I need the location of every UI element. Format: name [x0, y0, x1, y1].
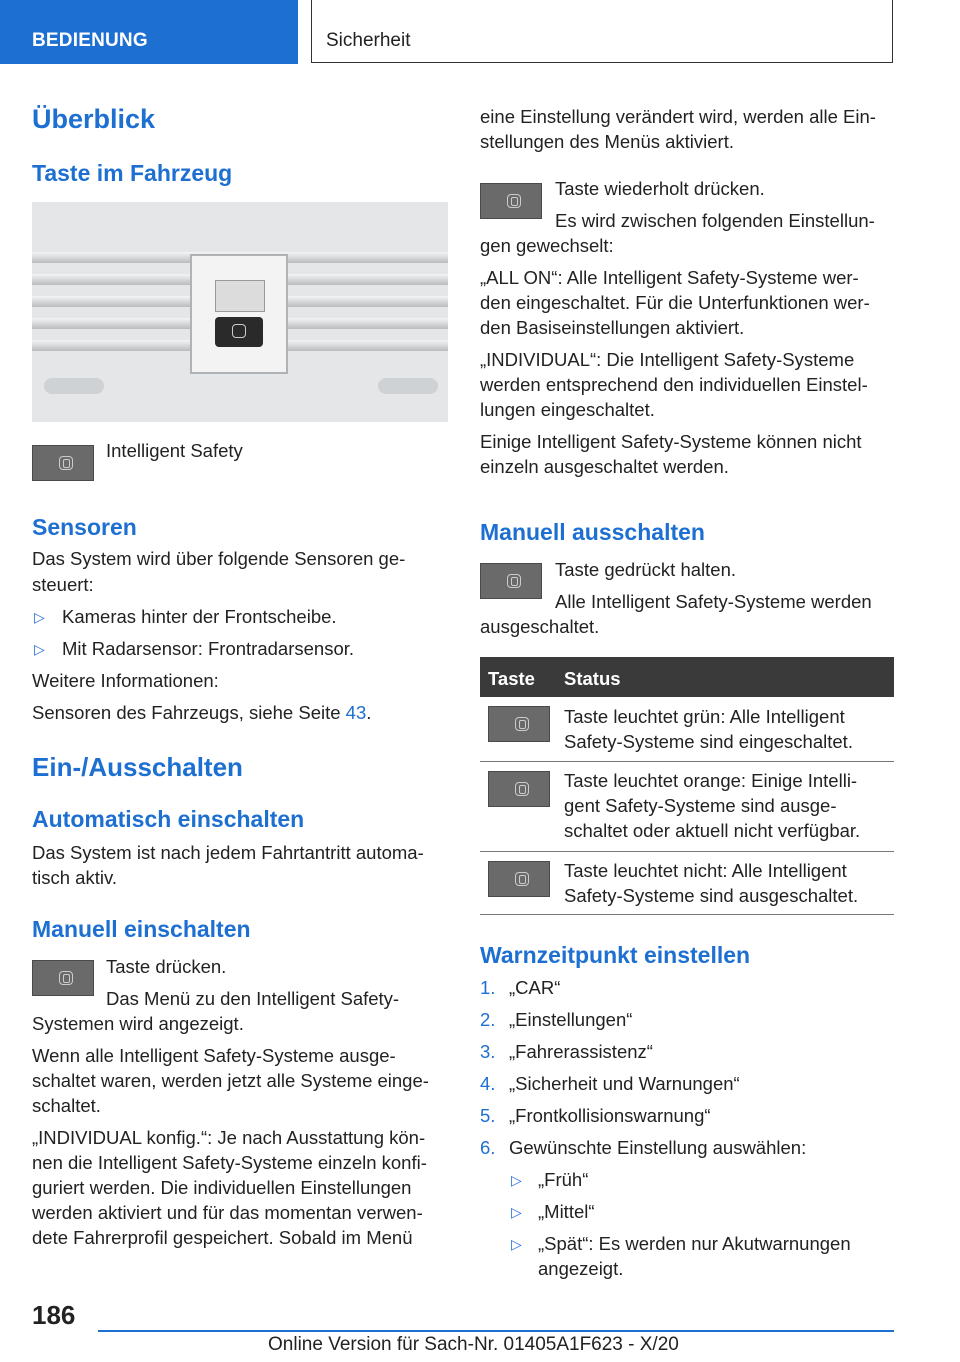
reference-page-link[interactable]: 43 — [345, 702, 367, 723]
some-systems-line1: Einige Intelligent Safety-Systeme können nicht — [480, 431, 862, 452]
status-row2-line1: Taste leuchtet orange: Einige Intelli- — [564, 770, 858, 791]
auto-on-line1: Das System ist nach jedem Fahrtantritt automa- — [32, 842, 424, 863]
all-off-line3: schaltet. — [32, 1095, 101, 1116]
individual-line1: „INDIVIDUAL“: Die Intelligent Safety-Systeme — [480, 349, 855, 370]
step-number: 5. — [480, 1105, 496, 1126]
press-button-text: Taste drücken. — [106, 956, 227, 977]
chapter-box — [311, 0, 893, 63]
step-car: „CAR“ — [509, 977, 561, 998]
button-orange-icon — [488, 771, 550, 807]
sensor-item-camera: Kameras hinter der Frontscheibe. — [62, 606, 337, 627]
footer-rule — [98, 1330, 894, 1332]
status-row1-line1: Taste leuchtet grün: Alle Intelligent — [564, 706, 845, 727]
column-header-taste: Taste — [488, 668, 535, 689]
intelligent-safety-button-icon — [32, 960, 94, 996]
heading-auto-on: Automatisch einschalten — [32, 806, 305, 832]
step-number: 2. — [480, 1009, 496, 1030]
status-row1-line2: Safety-Systeme sind eingeschaltet. — [564, 731, 853, 752]
continued-line1: eine Einstellung verändert wird, werden alle Ein- — [480, 106, 876, 127]
heading-on-off: Ein-/Ausschalten — [32, 752, 243, 782]
status-row2-line2: gent Safety-Systeme sind ausge- — [564, 795, 837, 816]
intelligent-safety-button-icon — [32, 445, 94, 481]
step-number: 6. — [480, 1137, 496, 1158]
vehicle-button-photo — [32, 202, 448, 422]
status-table-header — [480, 657, 894, 697]
step-number: 3. — [480, 1041, 496, 1062]
bullet-triangle-icon: ▷ — [511, 1172, 522, 1188]
reference-end: . — [366, 702, 372, 723]
step-safety-warnings: „Sicherheit und Warnungen“ — [509, 1073, 740, 1094]
table-row-divider — [480, 851, 894, 852]
heading-manual-off: Manuell ausschalten — [480, 519, 705, 545]
individual-config-line5: dete Fahrerprofil gespeichert. Sobald im Menü — [32, 1227, 413, 1248]
all-off-result-line1: Alle Intelligent Safety-Systeme werden — [555, 591, 872, 612]
section-label: BEDIENUNG — [32, 30, 148, 51]
switch-line2: gen gewechselt: — [480, 235, 614, 256]
table-row-divider — [480, 761, 894, 762]
step-number: 1. — [480, 977, 496, 998]
column-header-status: Status — [564, 668, 621, 689]
table-bottom-line — [480, 914, 894, 915]
individual-config-line3: guriert werden. Die individuellen Einstellungen — [32, 1177, 412, 1198]
button-green-icon — [488, 706, 550, 742]
individual-config-line1: „INDIVIDUAL konfig.“: Je nach Ausstattung kön- — [32, 1127, 426, 1148]
bullet-triangle-icon: ▷ — [511, 1204, 522, 1220]
repeat-press-text: Taste wiederholt drücken. — [555, 178, 765, 199]
all-on-line1: „ALL ON“: Alle Intelligent Safety-Systeme wer- — [480, 267, 859, 288]
step-number: 4. — [480, 1073, 496, 1094]
icon-caption: Intelligent Safety — [106, 440, 243, 461]
menu-shown-line2: Systemen wird angezeigt. — [32, 1013, 244, 1034]
status-row3-line1: Taste leuchtet nicht: Alle Intelligent — [564, 860, 847, 881]
heading-button: Taste im Fahrzeug — [32, 160, 233, 186]
continued-line2: stellungen des Menüs aktiviert. — [480, 131, 734, 152]
heading-manual-on: Manuell einschalten — [32, 916, 251, 942]
all-off-line2: schaltet waren, werden jetzt alle Systeme einge- — [32, 1070, 429, 1091]
option-late-line1: „Spät“: Es werden nur Akutwarnungen — [538, 1233, 851, 1254]
auto-on-line2: tisch aktiv. — [32, 867, 117, 888]
heading-warning-time: Warnzeitpunkt einstellen — [480, 942, 751, 968]
option-early: „Früh“ — [538, 1169, 589, 1190]
intelligent-safety-button-icon — [480, 183, 542, 219]
heading-overview: Überblick — [32, 104, 156, 134]
bullet-triangle-icon: ▷ — [34, 641, 45, 657]
option-medium: „Mittel“ — [538, 1201, 595, 1222]
step-front-collision: „Frontkollisionswarnung“ — [509, 1105, 711, 1126]
footer-version: Online Version für Sach-Nr. 01405A1F623 - X/20 — [268, 1334, 679, 1355]
hold-button-text: Taste gedrückt halten. — [555, 559, 736, 580]
all-off-line1: Wenn alle Intelligent Safety-Systeme ausge- — [32, 1045, 396, 1066]
status-row3-line2: Safety-Systeme sind ausgeschaltet. — [564, 885, 859, 906]
page-reference — [32, 700, 371, 726]
individual-config-line2: nen die Intelligent Safety-Systeme einzeln konfi- — [32, 1152, 427, 1173]
sensors-intro-line2: steuert: — [32, 574, 94, 595]
option-late-line2: angezeigt. — [538, 1258, 624, 1279]
sensor-item-radar: Mit Radarsensor: Frontradarsensor. — [62, 638, 355, 659]
bullet-triangle-icon: ▷ — [34, 609, 45, 625]
all-on-line2: den eingeschaltet. Für die Unterfunktionen wer- — [480, 292, 870, 313]
individual-config-line4: werden aktiviert und für das momentan verwen- — [32, 1202, 423, 1223]
page-number: 186 — [32, 1300, 76, 1330]
bullet-triangle-icon: ▷ — [511, 1236, 522, 1252]
more-info-label: Weitere Informationen: — [32, 670, 219, 691]
section-tab — [0, 0, 298, 64]
intelligent-safety-button-icon — [480, 563, 542, 599]
step-settings: „Einstellungen“ — [509, 1009, 633, 1030]
switch-line1: Es wird zwischen folgenden Einstellun- — [555, 210, 875, 231]
button-off-icon — [488, 861, 550, 897]
all-on-line3: den Basiseinstellungen aktiviert. — [480, 317, 745, 338]
all-off-result-line2: ausgeschaltet. — [480, 616, 600, 637]
step-driver-assistance: „Fahrerassistenz“ — [509, 1041, 653, 1062]
heading-sensors: Sensoren — [32, 514, 137, 540]
individual-line3: lungen eingeschaltet. — [480, 399, 655, 420]
some-systems-line2: einzeln ausgeschaltet werden. — [480, 456, 729, 477]
menu-shown-line1: Das Menü zu den Intelligent Safety- — [106, 988, 400, 1009]
reference-text: Sensoren des Fahrzeugs, siehe Seite — [32, 702, 346, 723]
step-choose-setting: Gewünschte Einstellung auswählen: — [509, 1137, 807, 1158]
individual-line2: werden entsprechend den individuellen Einstel- — [480, 374, 868, 395]
chapter-label: Sicherheit — [326, 30, 411, 51]
sensors-intro-line1: Das System wird über folgende Sensoren ge- — [32, 548, 406, 569]
status-row2-line3: schaltet oder aktuell nicht verfügbar. — [564, 820, 861, 841]
